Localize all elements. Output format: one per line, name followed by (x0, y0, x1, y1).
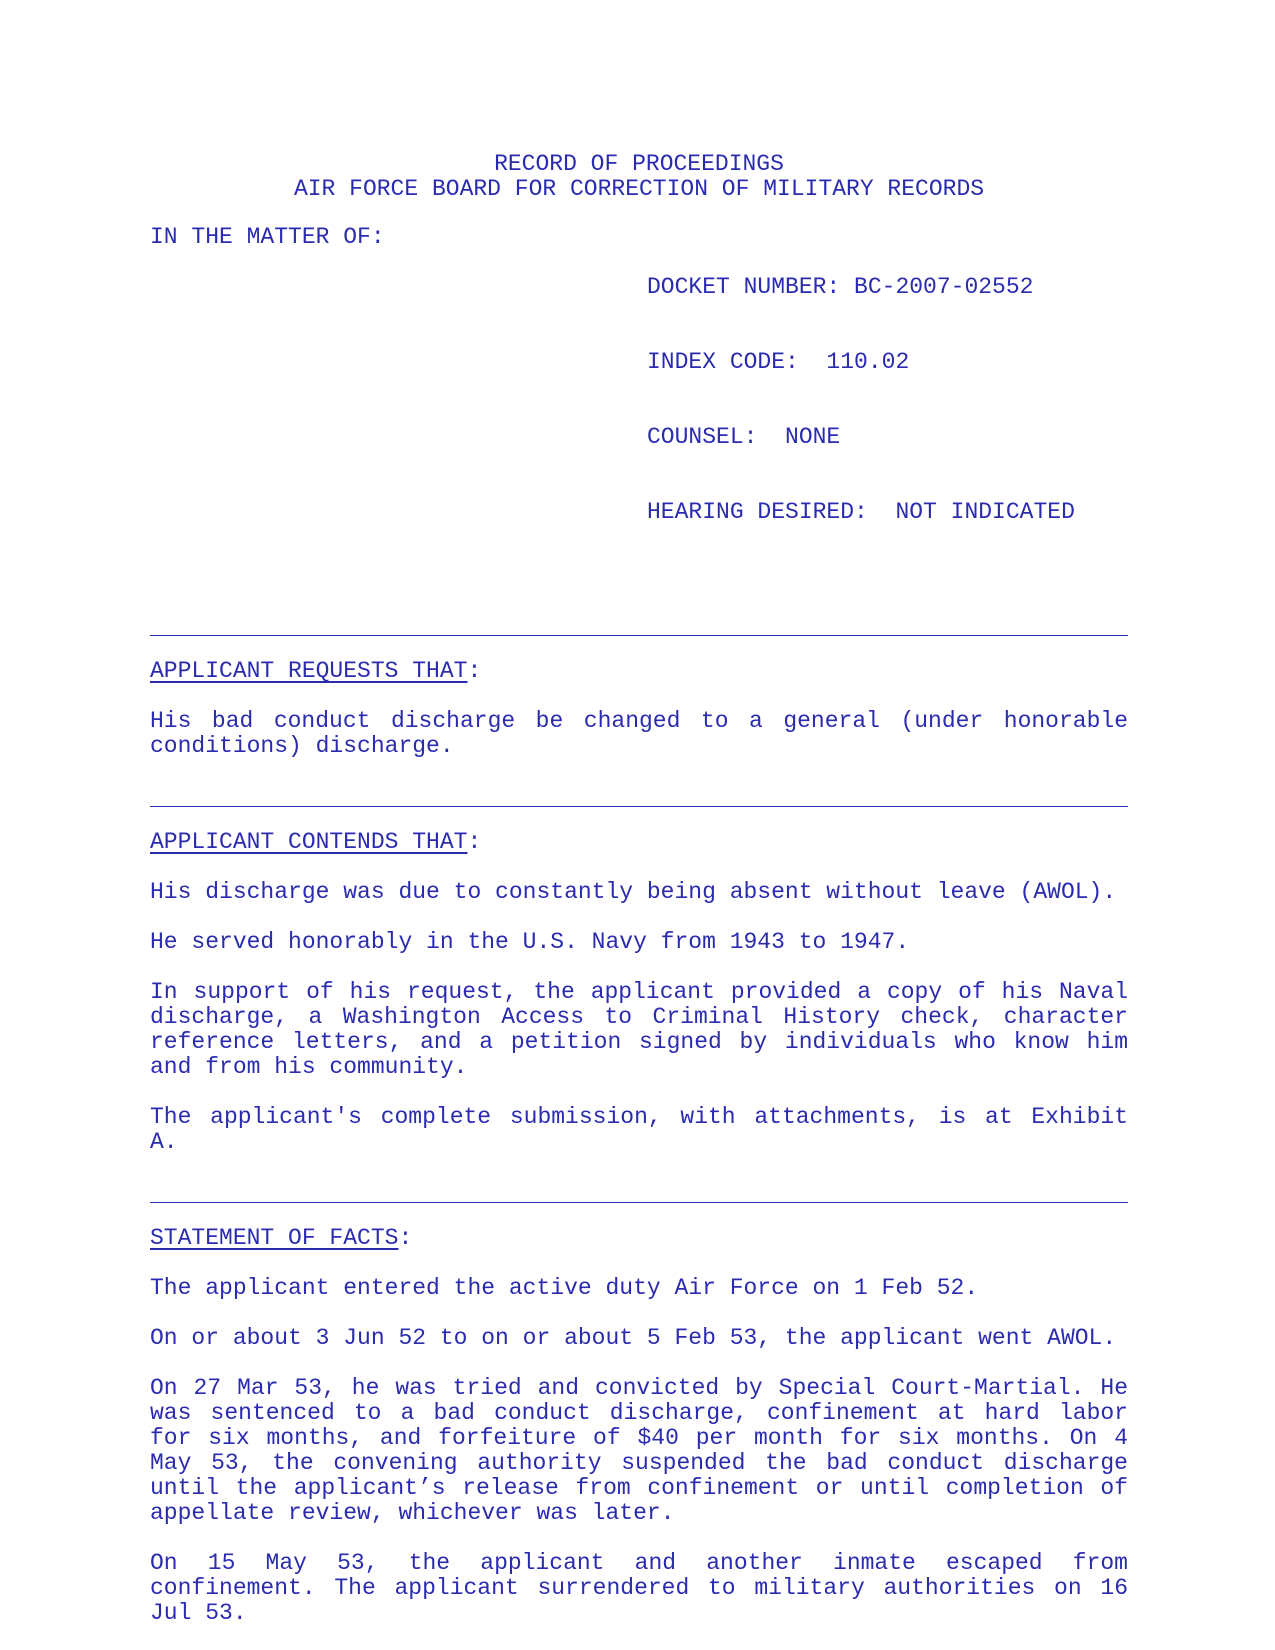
contends-paragraph: His discharge was due to constantly being absent without leave (AWOL). (150, 879, 1117, 905)
document-subtitle: AIR FORCE BOARD FOR CORRECTION OF MILITARY RECORDS (293, 176, 985, 202)
section-heading-requests (150, 659, 1128, 684)
document-page (150, 152, 1128, 1626)
contends-heading-colon: : (467, 829, 482, 855)
requests-heading-text: APPLICANT REQUESTS THAT (150, 658, 468, 684)
facts-paragraph: On 27 Mar 53, he was tried and convicted by Special Court-Martial. He was sentenced to a bad conduct discharge, confinement at hard labor for six months, and forfeiture of $40 per month for six months. On 4 May 53, the convening authority suspended the bad conduct discharge until the applicant’s release from confinement or until completion of appellate review, whichever was later. (150, 1375, 1128, 1526)
requests-heading-colon: : (467, 658, 482, 684)
facts-paragraph: On 15 May 53, the applicant and another inmate escaped from confinement. The applicant surrendered to military authorities on 16 Jul 53. (150, 1550, 1128, 1626)
section-heading-facts (150, 1226, 1128, 1251)
hearing-desired: HEARING DESIRED: NOT INDICATED (647, 499, 1075, 525)
facts-paragraph: The applicant entered the active duty Air Force on 1 Feb 52. (150, 1275, 979, 1301)
requests-paragraph: His bad conduct discharge be changed to a general (under honorable conditions) discharge. (150, 708, 1128, 759)
contends-heading-text: APPLICANT CONTENDS THAT (150, 829, 468, 855)
document-title: RECORD OF PROCEEDINGS (494, 151, 784, 177)
contends-paragraph: He served honorably in the U.S. Navy from 1943 to 1947. (150, 929, 910, 955)
facts-paragraph: On or about 3 Jun 52 to on or about 5 Feb 53, the applicant went AWOL. (150, 1325, 1117, 1351)
matter-details (647, 225, 1075, 575)
counsel: COUNSEL: NONE (647, 424, 841, 450)
contends-paragraph: In support of his request, the applicant provided a copy of his Naval discharge, a Washington Access to Criminal History check, character reference letters, and a petition signed by individuals who know him and from his community. (150, 979, 1128, 1080)
matter-block (150, 225, 1128, 575)
matter-label: IN THE MATTER OF: (150, 224, 385, 250)
contends-paragraph: The applicant's complete submission, with attachments, is at Exhibit A. (150, 1104, 1128, 1155)
facts-heading-colon: : (398, 1225, 413, 1251)
facts-heading-text: STATEMENT OF FACTS (150, 1225, 399, 1251)
index-code: INDEX CODE: 110.02 (647, 349, 910, 375)
docket-number: DOCKET NUMBER: BC-2007-02552 (647, 274, 1034, 300)
section-heading-contends (150, 830, 1128, 855)
